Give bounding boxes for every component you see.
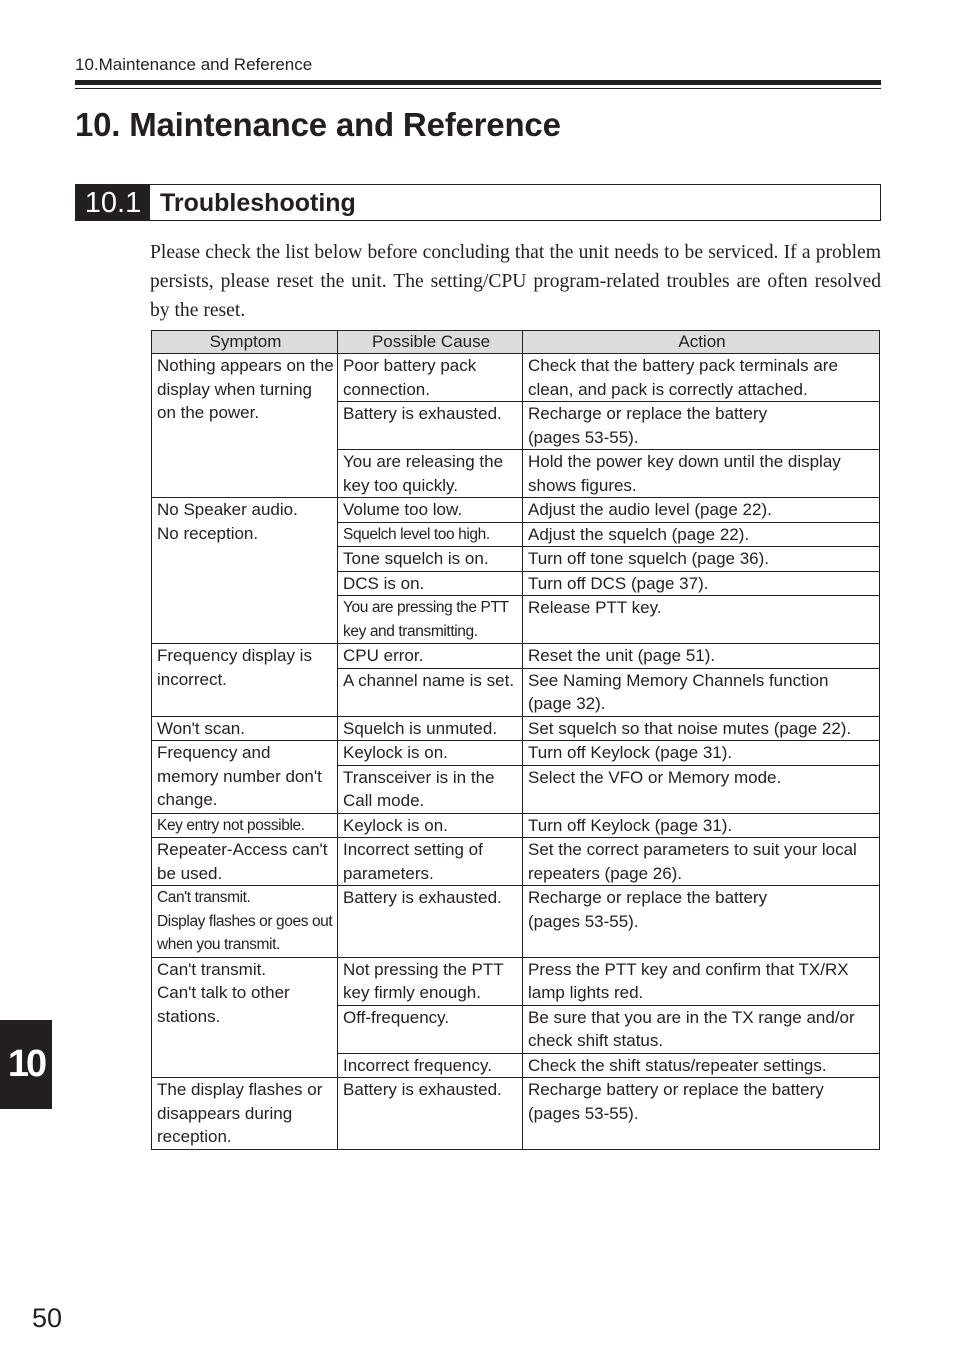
chapter-tab: 10: [0, 1020, 52, 1109]
table-row: [152, 813, 880, 838]
section-title: Troubleshooting: [160, 189, 356, 217]
symptom-cell: Won't scan.: [152, 716, 338, 741]
column-header-cause: Possible Cause: [338, 331, 523, 354]
cause-cell: Keylock is on.: [338, 741, 523, 766]
table-row: [152, 498, 880, 523]
action-cell: Release PTT key.: [523, 596, 880, 644]
cause-cell: Battery is exhausted.: [338, 886, 523, 958]
cause-cell: A channel name is set.: [338, 668, 523, 716]
cause-cell: Volume too low.: [338, 498, 523, 523]
action-cell: Select the VFO or Memory mode.: [523, 765, 880, 813]
cause-cell: Keylock is on.: [338, 813, 523, 838]
action-cell: Recharge or replace the battery (pages 53-55).: [523, 886, 880, 958]
cause-cell: Battery is exhausted.: [338, 402, 523, 450]
action-cell: Adjust the audio level (page 22).: [523, 498, 880, 523]
section-heading: [75, 184, 881, 221]
table-row: [152, 838, 880, 886]
table-row: [152, 741, 880, 766]
action-cell: Turn off Keylock (page 31).: [523, 741, 880, 766]
cause-cell: Squelch level too high.: [338, 522, 523, 547]
cause-cell: Incorrect setting of parameters.: [338, 838, 523, 886]
action-cell: Adjust the squelch (page 22).: [523, 522, 880, 547]
section-number: 10.1: [76, 185, 150, 220]
symptom-cell: No Speaker audio. No reception.: [152, 498, 338, 644]
cause-cell: Tone squelch is on.: [338, 547, 523, 572]
action-cell: Reset the unit (page 51).: [523, 644, 880, 669]
action-cell: Turn off Keylock (page 31).: [523, 813, 880, 838]
table-header-row: [152, 331, 880, 354]
symptom-cell: Frequency display is incorrect.: [152, 644, 338, 717]
cause-cell: You are pressing the PTT key and transmitting.: [338, 596, 523, 644]
chapter-title: 10. Maintenance and Reference: [75, 106, 561, 143]
action-cell: Press the PTT key and confirm that TX/RX lamp lights red.: [523, 957, 880, 1005]
action-cell: Check the shift status/repeater settings.: [523, 1053, 880, 1078]
table-row: [152, 716, 880, 741]
symptom-cell: Frequency and memory number don't change.: [152, 741, 338, 814]
cause-cell: Off-frequency.: [338, 1005, 523, 1053]
troubleshooting-table: [151, 330, 880, 1150]
action-cell: See Naming Memory Channels function (page 32).: [523, 668, 880, 716]
cause-cell: Transceiver is in the Call mode.: [338, 765, 523, 813]
column-header-action: Action: [523, 331, 880, 354]
symptom-cell: Can't transmit. Display flashes or goes out when you transmit.: [152, 886, 338, 958]
cause-cell: DCS is on.: [338, 571, 523, 596]
action-cell: Hold the power key down until the display shows figures.: [523, 450, 880, 498]
cause-cell: Squelch is unmuted.: [338, 716, 523, 741]
action-cell: Set the correct parameters to suit your local repeaters (page 26).: [523, 838, 880, 886]
cause-cell: CPU error.: [338, 644, 523, 669]
table-row: [152, 957, 880, 1005]
cause-cell: You are releasing the key too quickly.: [338, 450, 523, 498]
page-number: 50: [32, 1303, 63, 1333]
symptom-cell: The display flashes or disappears during reception.: [152, 1078, 338, 1150]
column-header-symptom: Symptom: [152, 331, 338, 354]
cause-cell: Poor battery pack connection.: [338, 354, 523, 402]
symptom-cell: Nothing appears on the display when turning on the power.: [152, 354, 338, 498]
table-row: [152, 886, 880, 958]
table-row: [152, 644, 880, 669]
table-row: [152, 354, 880, 402]
cause-cell: Battery is exhausted.: [338, 1078, 523, 1150]
cause-cell: Not pressing the PTT key firmly enough.: [338, 957, 523, 1005]
action-cell: Turn off tone squelch (page 36).: [523, 547, 880, 572]
action-cell: Check that the battery pack terminals are clean, and pack is correctly attached.: [523, 354, 880, 402]
action-cell: Turn off DCS (page 37).: [523, 571, 880, 596]
action-cell: Be sure that you are in the TX range and/or check shift status.: [523, 1005, 880, 1053]
symptom-cell: Repeater-Access can't be used.: [152, 838, 338, 886]
table-row: [152, 1078, 880, 1150]
symptom-cell: Key entry not possible.: [152, 813, 338, 838]
header-rule-thick: [75, 80, 881, 85]
action-cell: Recharge or replace the battery (pages 53-55).: [523, 402, 880, 450]
action-cell: Recharge battery or replace the battery (pages 53-55).: [523, 1078, 880, 1150]
action-cell: Set squelch so that noise mutes (page 22).: [523, 716, 880, 741]
running-header: 10.Maintenance and Reference: [75, 55, 313, 74]
header-rule-thin: [75, 88, 881, 89]
symptom-cell: Can't transmit. Can't talk to other stations.: [152, 957, 338, 1078]
intro-paragraph: Please check the list below before concluding that the unit needs to be serviced. If a problem persists, please reset the unit. The setting/CPU program-related troubles are often resolved by the reset.: [150, 242, 881, 322]
cause-cell: Incorrect frequency.: [338, 1053, 523, 1078]
